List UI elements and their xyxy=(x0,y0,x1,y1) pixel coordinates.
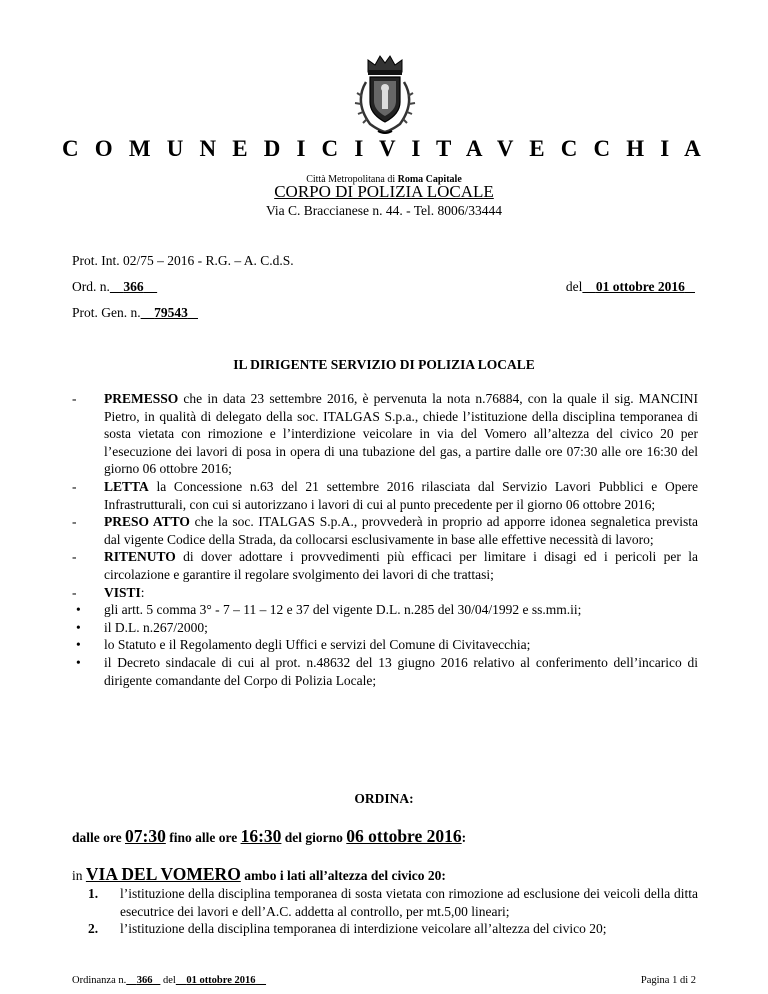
premise-item: - VISTI: xyxy=(72,584,145,600)
premise-item: - PREMESSO che in data 23 settembre 2016, è pervenuta la nota n.76884, con la quale il sig. MANCINI Pietro, in qualità di delegato della soc. ITALGAS S.p.a., chiede l’istituzione della disciplina temporanea di sosta vietata con rimozione e l’interdizione veicolare in via del Vomero all’altezza del civico 20 per l’esecuzione dei lavori di posa in opera di una tubazione del gas, a partire dalle ore 07:30 alle ore 16:30 del giorno 06 ottobre 2016; xyxy=(72,391,698,477)
premise-item: - RITENUTO di dover adottare i provvedimenti più efficaci per limitare i disagi ed i pericoli per la circolazione e garantire il regolare svolgimento dei lavori di che trattasi; xyxy=(72,549,698,582)
footer-ordinance: Ordinanza n. 366 del 01 ottobre 2016 xyxy=(72,975,256,986)
premises-list xyxy=(72,390,698,689)
corps-name: CORPO DI POLIZIA LOCALE xyxy=(274,182,494,201)
internal-protocol: Prot. Int. 02/75 – 2016 - R.G. – A. C.d.S. xyxy=(72,253,294,268)
order-item: 2. l’istituzione della disciplina temporanea di interdizione veicolare all’altezza del civico 20; xyxy=(88,921,607,937)
orders-list xyxy=(72,885,698,938)
director-heading: IL DIRIGENTE SERVIZIO DI POLIZIA LOCALE xyxy=(233,357,535,372)
schedule-line: dalle ore 07:30 fino alle ore 16:30 del giorno 06 ottobre 2016: xyxy=(72,826,467,846)
ordinance-date: del 01 ottobre 2016 xyxy=(565,279,685,294)
metropolitan-city-line: Città Metropolitana di Roma Capitale xyxy=(306,174,462,185)
premise-item: - LETTA la Concessione n.63 del 21 settembre 2016 rilasciata dal Servizio Lavori Pubblici e Opere Infrastrutturali, con cui si autorizzano i lavori di cui al punto precedente per il giorno 06 ottobre 2016; xyxy=(72,478,698,512)
visti-item: • lo Statuto e il Regolamento degli Uffici e servizi del Comune di Civitavecchia; xyxy=(76,637,531,653)
visti-item: • il Decreto sindacale di cui al prot. n.48632 del 13 giugno 2016 relativo al conferimento dell’incarico di dirigente comandante del Corpo di Polizia Locale; xyxy=(76,654,698,688)
city-crest-logo xyxy=(348,52,422,136)
visti-item: • gli artt. 5 comma 3° - 7 – 11 – 12 e 37 del vigente D.L. n.285 del 30/04/1992 e ss.mm.ii; xyxy=(76,602,582,618)
order-item: 1. l’istituzione della disciplina temporanea di sosta vietata con rimozione ad esclusione dei veicoli della ditta esecutrice dei lavori e dell’A.C. addetta al controllo, per mt.5,00 lineari; xyxy=(88,886,698,919)
address-line: Via C. Braccianese n. 44. - Tel. 8006/33444 xyxy=(265,203,503,218)
premise-item: - PRESO ATTO che la soc. ITALGAS S.p.A., provvederà in proprio ad apporre idonea segnaletica prevista dal vigente Codice della Strada, da collocarsi esclusivamente in base alle effettive necessità di lavoro; xyxy=(72,514,698,547)
municipality-title: C O M U N E D I C I V I T A V E C C H I A xyxy=(62,136,706,161)
ordina-heading: ORDINA: xyxy=(354,791,414,806)
general-protocol: Prot. Gen. n. 79543 xyxy=(72,305,188,320)
location-line: in VIA DEL VOMERO ambo i lati all’altezza del civico 20: xyxy=(72,864,446,884)
visti-item: • il D.L. n.267/2000; xyxy=(76,619,208,635)
page-number: Pagina 1 di 2 xyxy=(640,975,696,986)
ordinance-number: Ord. n. 366 xyxy=(72,279,144,294)
